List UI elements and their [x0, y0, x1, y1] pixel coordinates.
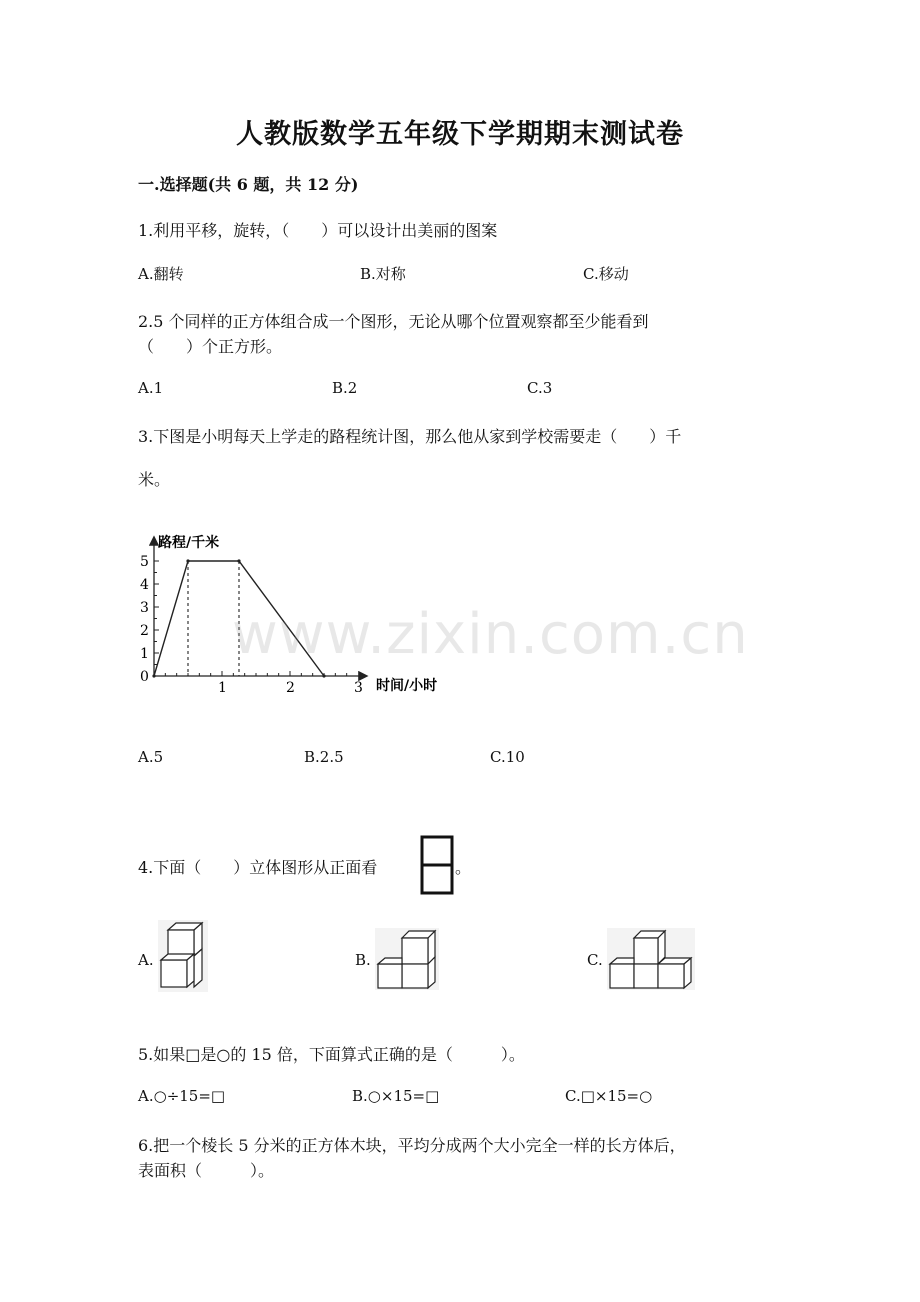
q3-option-b: B.2.5	[304, 748, 344, 766]
x-tick-label: 1	[218, 680, 227, 696]
question-6-line-1: 6.把一个棱长 5 分米的正方体木块，平均分成两个大小完全一样的长方体后，	[138, 1136, 686, 1155]
y-tick-label: 3	[140, 600, 149, 616]
question-6-line-2: 表面积（ ）。	[138, 1161, 275, 1180]
y-tick-label: 1	[140, 646, 149, 662]
section-heading: 一.选择题(共 6 题，共 12 分)	[138, 175, 359, 194]
y-axis-label: 路程/千米	[158, 535, 220, 551]
y-tick-label: 0	[140, 669, 149, 685]
x-tick-label: 2	[286, 680, 295, 696]
front-view-figure	[420, 835, 454, 897]
y-tick-label: 2	[140, 623, 149, 639]
question-2-line-2: （ ）个正方形。	[138, 337, 283, 356]
question-5: 5.如果□是○的 15 倍，下面算式正确的是（ ）。	[138, 1045, 525, 1064]
q2-option-a: A.1	[138, 379, 164, 397]
q5-option-c: C.□×15=○	[565, 1087, 653, 1105]
question-3-line-1: 3.下图是小明每天上学走的路程统计图，那么他从家到学校需要走（ ）千	[138, 427, 682, 446]
x-axis-label: 时间/小时	[376, 678, 438, 694]
y-tick-label: 5	[140, 554, 149, 570]
data-point	[186, 559, 189, 562]
data-point	[322, 674, 325, 677]
question-3-line-2: 米。	[138, 470, 171, 489]
q5-option-a: A.○÷15=□	[138, 1087, 226, 1105]
question-2-line-1: 2.5 个同样的正方体组合成一个图形，无论从哪个位置观察都至少能看到	[138, 312, 649, 331]
cube-figure-c	[607, 928, 695, 990]
q2-option-c: C.3	[527, 379, 553, 397]
data-point	[152, 674, 155, 677]
question-4	[138, 855, 377, 878]
q1-option-a: A.翻转	[138, 265, 184, 283]
cube-figure-a	[158, 920, 208, 992]
q2-option-b: B.2	[332, 379, 358, 397]
question-4-text: 4.下面（ ）立体图形从正面看	[138, 858, 378, 877]
q4-option-a: A.	[138, 951, 154, 969]
question-4-end: 。	[455, 858, 472, 877]
q3-option-a: A.5	[138, 748, 164, 766]
x-tick-label: 3	[354, 680, 363, 696]
watermark: www.zixin.com.cn	[232, 602, 749, 667]
data-point	[237, 559, 240, 562]
y-tick-label: 4	[140, 577, 149, 593]
q4-option-c: C.	[587, 951, 603, 969]
cube-figure-b	[375, 928, 439, 990]
q4-option-b: B.	[355, 951, 371, 969]
question-1: 1.利用平移，旋转，（ ）可以设计出美丽的图案	[138, 221, 498, 240]
q5-option-b: B.○×15=□	[352, 1087, 440, 1105]
q1-option-b: B.对称	[360, 265, 406, 283]
q1-option-c: C.移动	[583, 265, 629, 283]
q3-option-c: C.10	[490, 748, 525, 766]
page-title: 人教版数学五年级下学期期末测试卷	[236, 119, 684, 150]
